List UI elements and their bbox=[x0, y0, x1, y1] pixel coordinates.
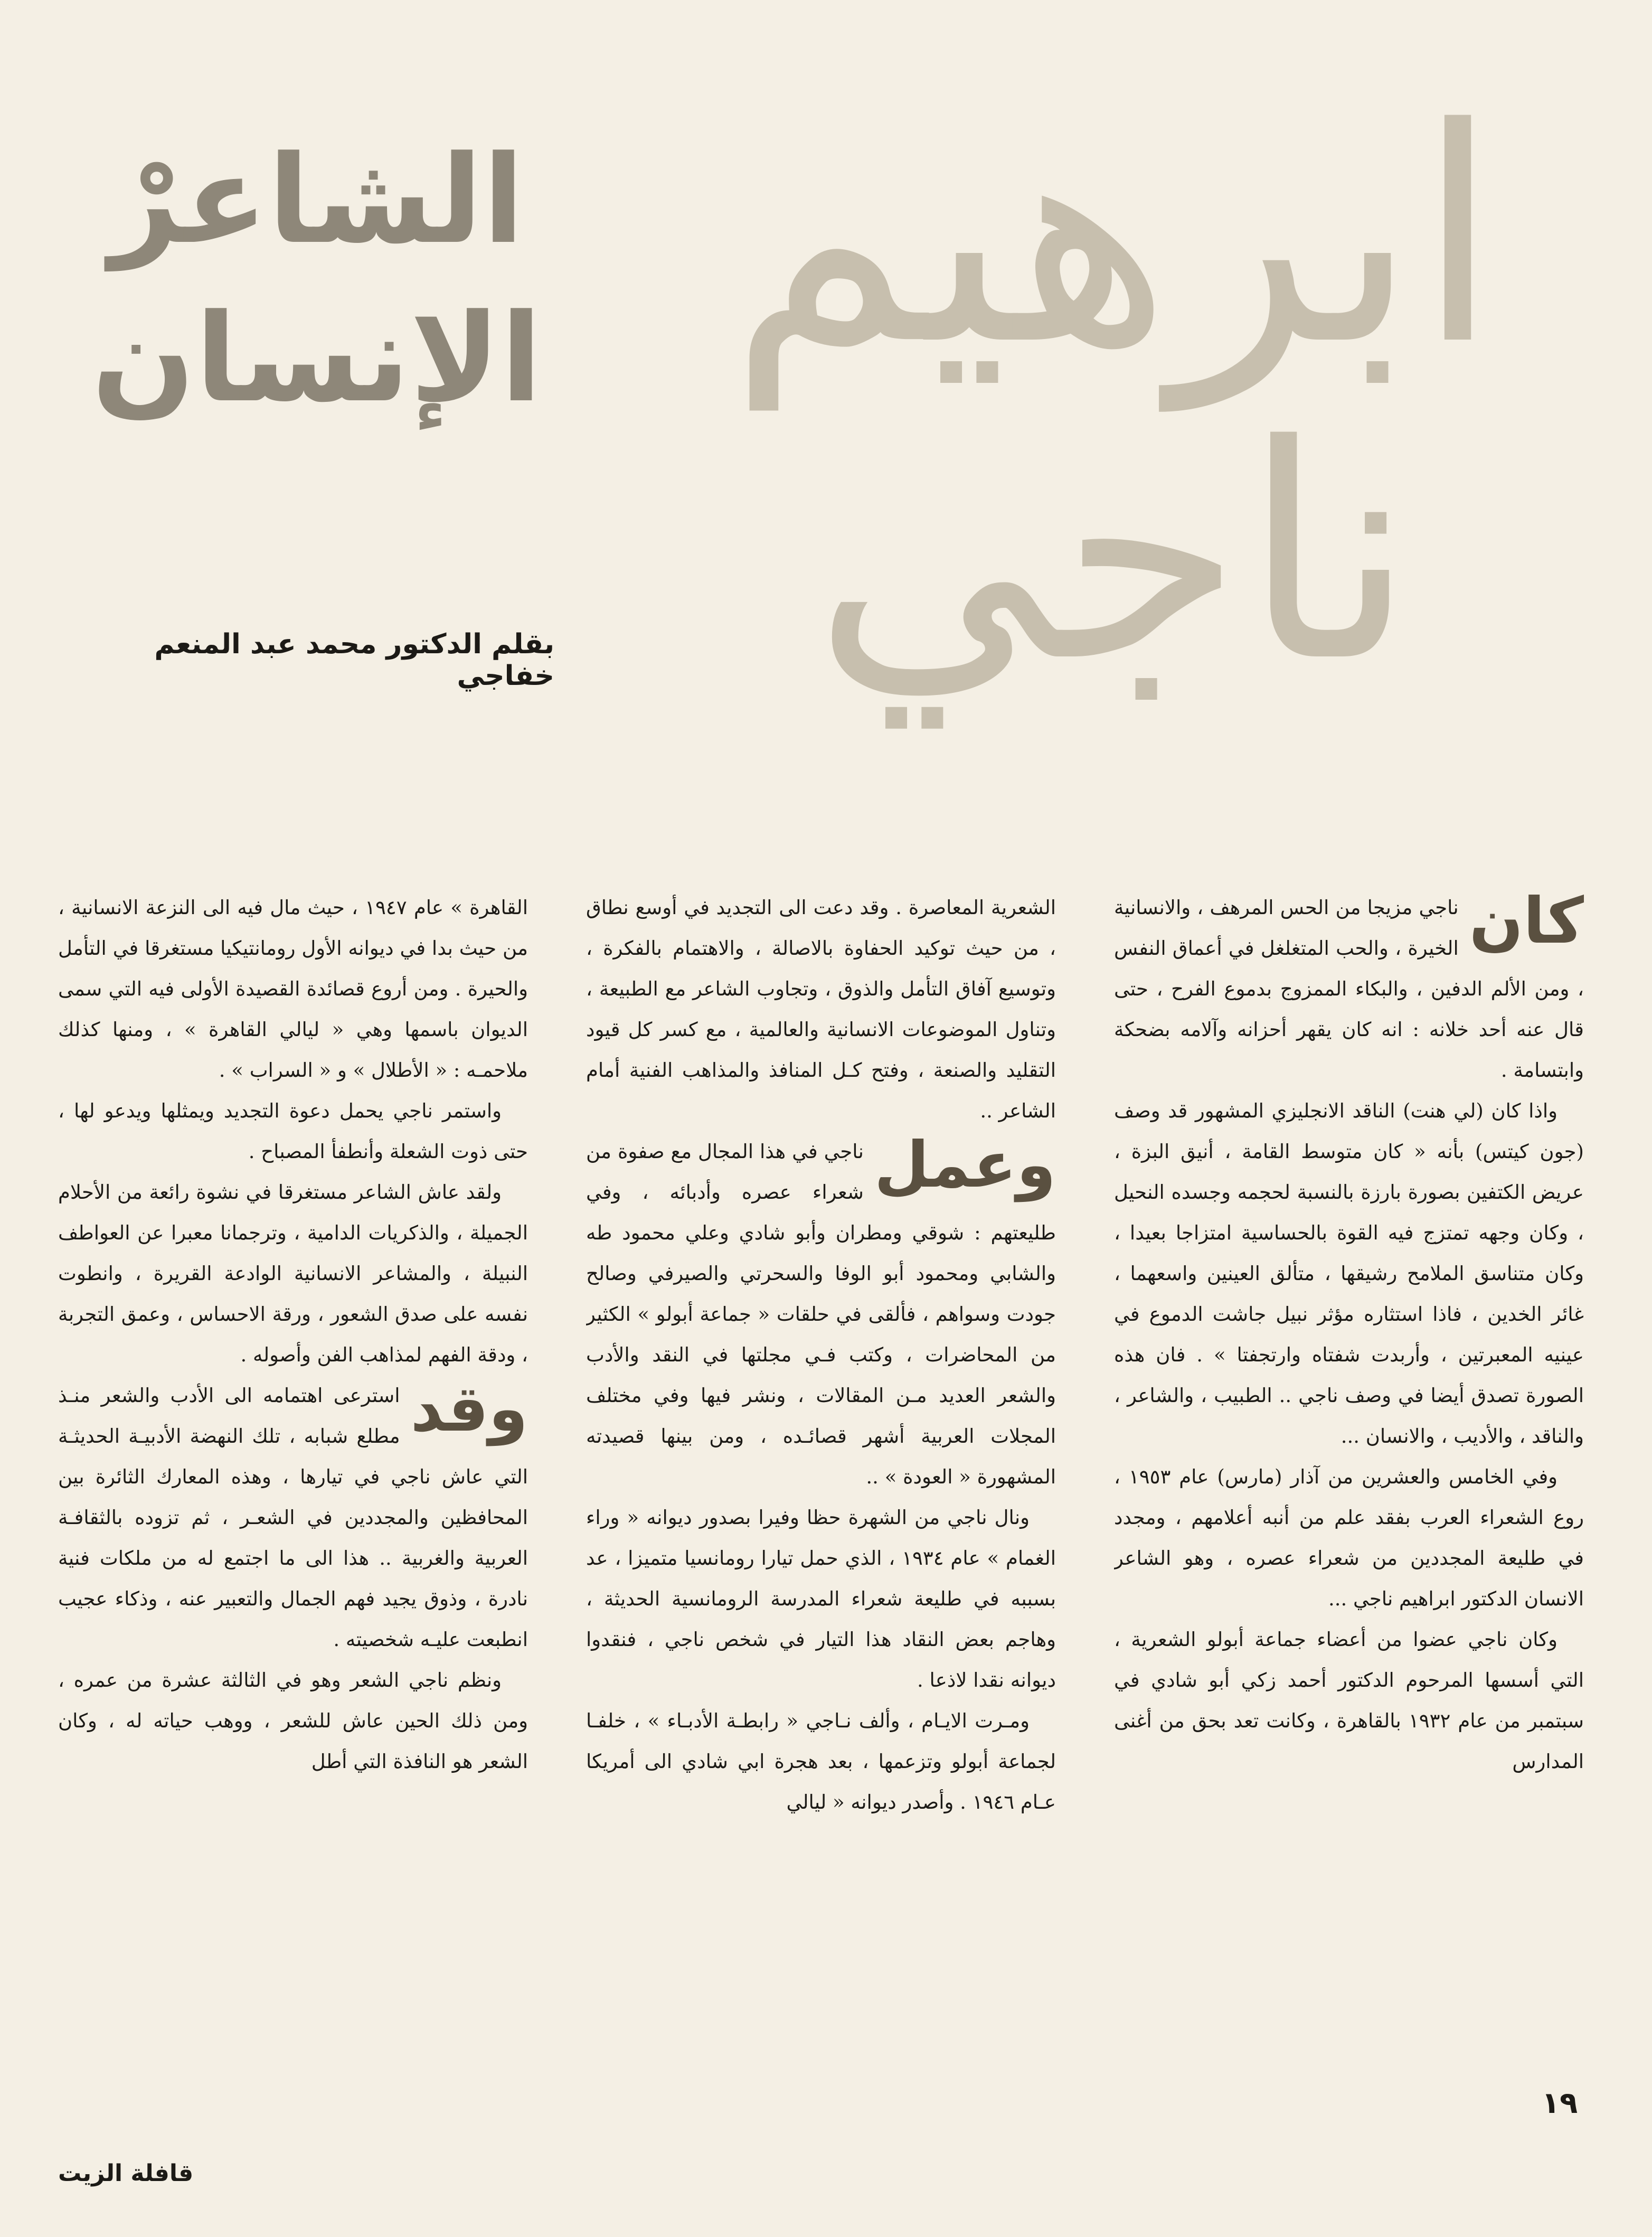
drop-cap: وعمل bbox=[874, 1129, 1056, 1202]
paragraph: واذا كان (لي هنت) الناقد الانجليزي المشهور قد وصف (جون كيتس) بأنه « كان متوسط القامة ، أنيق البزة ، عريض الكتفين بصورة بارزة بالنسبة لحجمه وجسده النحيل ، وكان وجهه تمتزج فيه القوة بالحساسية امتزاجا بعيدا ، وكان متناسق الملامح رشيقها ، متألق العينين واسعهما ، غائر الخدين ، فاذا استثاره مؤثر نبيل جاشت الدموع في عينيه المعبرتين ، وأربدت شفتاه وارتجفتا » . فان هذه الصورة تصدق أيضا في وصف ناجي .. الطبيب ، والشاعر ، والناقد ، والأديب ، والانسان ... bbox=[1114, 1099, 1584, 1448]
paragraph: واستمر ناجي يحمل دعوة التجديد ويمثلها ويدعو لها ، حتى ذوت الشعلة وأنطفأ المصباح . bbox=[58, 1099, 528, 1163]
paragraph: ناجي مزيجا من الحس المرهف ، والانسانية الخيرة ، والحب المتغلغل في أعماق النفس ، ومن الألم الدفين ، والبكاء الممزوج بدموع الفرح ، حتى قال عنه أحد خلانه : انه كان يقهر أحزانه وآلامه بضحكة وابتسامة . bbox=[1114, 896, 1584, 1082]
magazine-name: قافلة الزيت bbox=[58, 2160, 194, 2187]
paragraph: القاهرة » عام ١٩٤٧ ، حيث مال فيه الى النزعة الانسانية ، من حيث بدا في ديوانه الأول رومانتيكيا مستغرقا في التأمل والحيرة . ومن أروع قصائدة القصيدة الأولى فيه التي سمى الديوان باسمها وهي « ليالي القاهرة » ، ومنها كذلك ملاحمـه : « الأطلال » و « السراب » . bbox=[58, 896, 528, 1082]
paragraph: ولقد عاش الشاعر مستغرقا في نشوة رائعة من الأحلام الجميلة ، والذكريات الدامية ، وترجمانا معبرا عن العواطف النبيلة ، والمشاعر الانسانية الوادعة القريرة ، وانطوت نفسه على صدق الشعور ، ورقة الاحساس ، وعمق التجربة ، ودقة الفهم لمذاهب الفن وأصوله . bbox=[58, 1181, 528, 1366]
page-number: ١٩ bbox=[1542, 2086, 1578, 2120]
article-title bbox=[63, 121, 570, 438]
byline: بقلم الدكتور محمد عبد المنعم خفاجي bbox=[154, 628, 554, 692]
paragraph: وفي الخامس والعشرين من آذار (مارس) عام ١٩٥٣ ، روع الشعراء العرب بفقد علم من أنبه أعلامهم ، ومجدد في طليعة المجددين من شعراء عصره ، وهو الشاعر الانسان الدكتور ابراهيم ناجي ... bbox=[1114, 1465, 1584, 1610]
paragraph: ومـرت الايـام ، وألف نـاجي « رابطـة الأدبـاء » ، خلفـا لجماعة أبولو وتزعمها ، بعد هجرة ابي شادي الى أمريكا عـام ١٩٤٦ . وأصدر ديوانه « ليالي bbox=[586, 1709, 1056, 1813]
paragraph: ونظم ناجي الشعر وهو في الثالثة عشرة من عمره ، ومن ذلك الحين عاش للشعر ، ووهب حياته له ، وكان الشعر هو النافذة التي أطل bbox=[58, 1669, 528, 1773]
paragraph: استرعى اهتمامه الى الأدب والشعر منـذ مطلع شبابه ، تلك النهضة الأدبيـة الحديثـة التي عاش ناجي في تيارها ، وهذه المعارك الثائرة بين المحافظين والمجددين في الشعـر ، ثم تزوده بالثقافـة العربية والغربية .. هذا الى ما اجتمع له من ملكات فنية نادرة ، وذوق يجيد فهم الجمال والتعبير عنه ، وذكاء عجيب انطبعت عليـه شخصيته . bbox=[58, 1384, 528, 1651]
paragraph: الشعرية المعاصرة . وقد دعت الى التجديد في أوسع نطاق ، من حيث توكيد الحفاوة بالاصالة ، والاهتمام بالفكرة ، وتوسيع آفاق التأمل والذوق ، وتجاوب الشاعر مع الطبيعة ، وتناول الموضوعات الانسانية والعالمية ، مع كسر كل قيود التقليد والصنعة ، وفتح كـل المنافذ والمذاهب الفنية أمام الشاعر .. bbox=[586, 896, 1056, 1122]
calligraphy-line-2: ناجي bbox=[813, 382, 1415, 727]
paragraph: وكان ناجي عضوا من أعضاء جماعة أبولو الشعرية ، التي أسسها المرحوم الدكتور أحمد زكي أبو شادي في سبتمبر من عام ١٩٣٢ بالقاهرة ، وكانت تعد بحق من أغنى المدارس bbox=[1114, 1628, 1584, 1773]
column-2 bbox=[586, 887, 1056, 2065]
column-1 bbox=[1114, 887, 1584, 2065]
paragraph: ونال ناجي من الشهرة حظا وفيرا بصدور ديوانه « وراء الغمام » عام ١٩٣٤ ، الذي حمل تيارا رومانسيا متميزا ، عد بسببه في طليعة شعراء المدرسة الرومانسية الحديثة ، وهاجم بعض النقاد هذا التيار في شخص ناجي ، فنقدوا ديوانه نقدا لاذعا . bbox=[586, 1506, 1056, 1691]
title-line-1: الشاعرْ bbox=[109, 130, 524, 271]
drop-cap: كان bbox=[1469, 887, 1584, 958]
title-line-2: الإنسان bbox=[91, 288, 542, 429]
column-3 bbox=[58, 887, 528, 2065]
calligraphy-name bbox=[591, 65, 1637, 766]
calligraphy-line-1: ابرهيم bbox=[729, 65, 1499, 410]
paragraph: ناجي في هذا المجال مع صفوة من شعراء عصره وأدبائه ، وفي طليعتهم : شوقي ومطران وأبو شادي وعلي محمود طه والشابي ومحمود أبو الوفا والسحرتي والصيرفي وصالح جودت وسواهم ، فألقى في حلقات « جماعة أبولو » الكثير من المحاضرات ، وكتب فـي مجلتها في النقد والأدب والشعر العديد مـن المقالات ، ونشر فيها وفي مختلف المجلات العربية أشهر قصائـده ، ومن بينها قصيدته المشهورة « العودة » .. bbox=[586, 1140, 1056, 1488]
drop-cap: وقد bbox=[410, 1373, 528, 1446]
